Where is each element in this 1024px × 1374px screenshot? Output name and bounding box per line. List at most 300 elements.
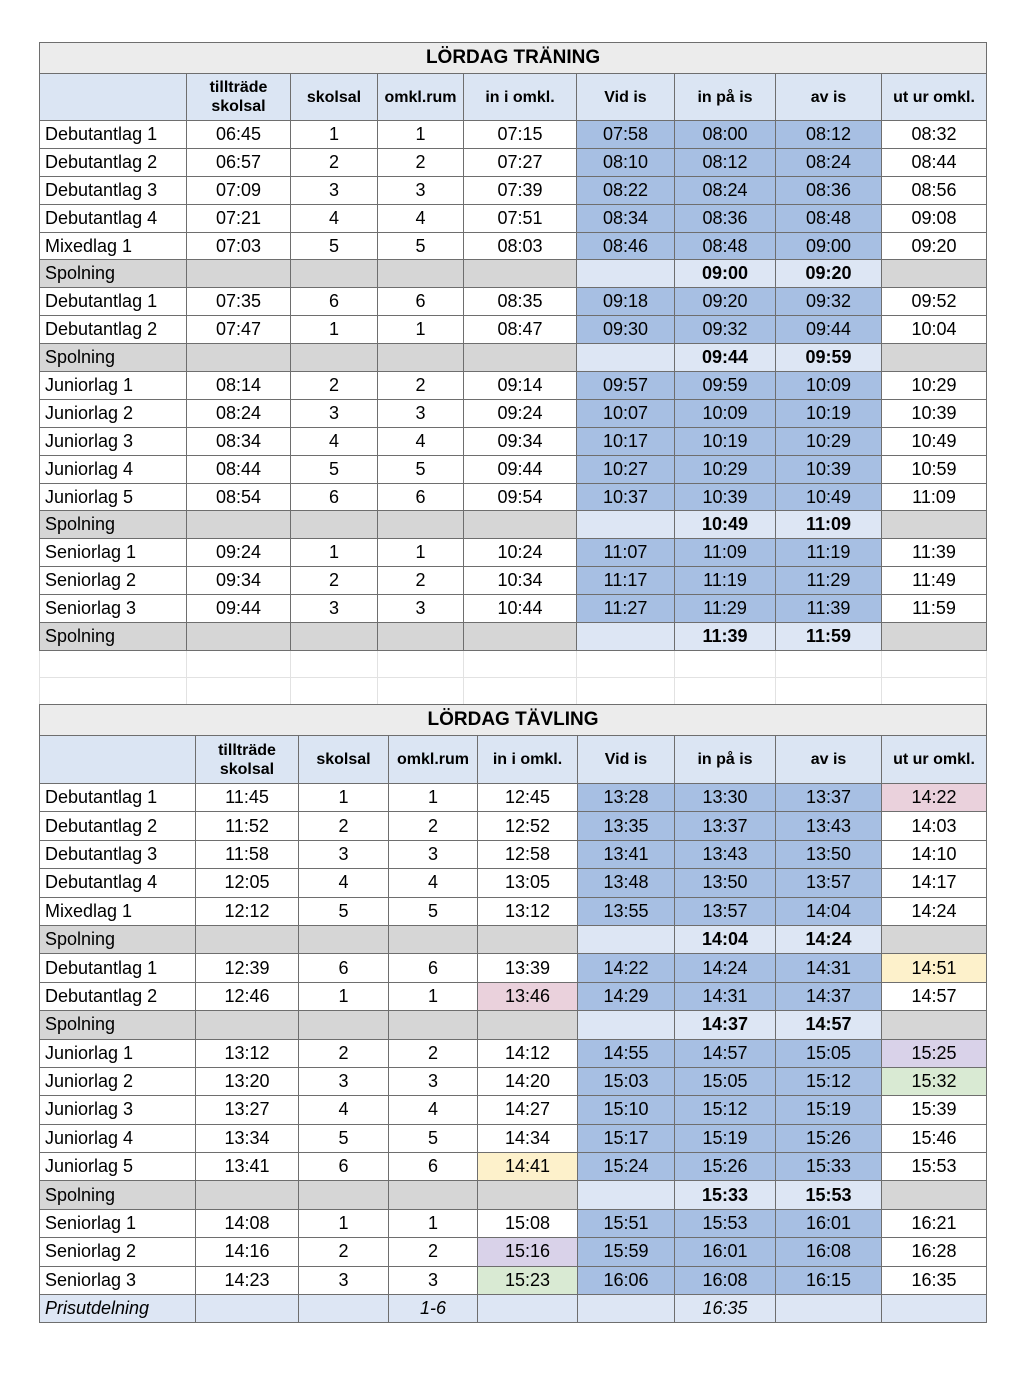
time-cell: 15:08 bbox=[478, 1209, 578, 1237]
time-cell: 11:09 bbox=[776, 511, 882, 539]
time-cell: 14:37 bbox=[675, 1011, 776, 1039]
row-label: Debutantlag 1 bbox=[40, 288, 187, 316]
time-cell: 09:00 bbox=[675, 260, 776, 288]
time-cell bbox=[299, 1181, 389, 1209]
time-cell bbox=[196, 925, 299, 953]
empty-cell bbox=[40, 650, 187, 677]
time-cell: 15:19 bbox=[675, 1124, 776, 1152]
time-cell: 5 bbox=[291, 232, 378, 260]
time-cell: 4 bbox=[378, 427, 464, 455]
time-cell: 10:37 bbox=[577, 483, 675, 511]
time-cell: 08:36 bbox=[776, 176, 882, 204]
row-label: Juniorlag 3 bbox=[40, 427, 187, 455]
row-label: Seniorlag 3 bbox=[40, 1266, 196, 1294]
time-cell: 15:32 bbox=[882, 1067, 987, 1095]
row-label: Debutantlag 4 bbox=[40, 204, 187, 232]
time-cell: 08:12 bbox=[675, 148, 776, 176]
time-cell: 16:01 bbox=[776, 1209, 882, 1237]
time-cell: 10:17 bbox=[577, 427, 675, 455]
flooding-row bbox=[40, 344, 987, 372]
table-title: LÖRDAG TRÄNING bbox=[40, 43, 987, 74]
time-cell: 5 bbox=[299, 897, 389, 925]
row-label: Juniorlag 5 bbox=[40, 1153, 196, 1181]
row-label: Spolning bbox=[40, 511, 187, 539]
time-cell: 6 bbox=[291, 288, 378, 316]
time-cell: 09:14 bbox=[464, 372, 577, 400]
time-cell: 1 bbox=[378, 539, 464, 567]
time-cell: 3 bbox=[389, 1266, 478, 1294]
time-cell: 12:52 bbox=[478, 812, 578, 840]
time-cell: 2 bbox=[378, 148, 464, 176]
column-header bbox=[40, 736, 196, 784]
time-cell: 08:46 bbox=[577, 232, 675, 260]
time-cell: 14:04 bbox=[675, 925, 776, 953]
time-cell: 11:19 bbox=[776, 539, 882, 567]
row-label: Mixedlag 1 bbox=[40, 897, 196, 925]
time-cell: 10:49 bbox=[776, 483, 882, 511]
row-label: Mixedlag 1 bbox=[40, 232, 187, 260]
time-cell bbox=[196, 1011, 299, 1039]
empty-row bbox=[40, 650, 987, 677]
team-row bbox=[40, 1266, 987, 1294]
time-cell: 14:03 bbox=[882, 812, 987, 840]
time-cell: 08:48 bbox=[776, 204, 882, 232]
time-cell: 08:32 bbox=[882, 121, 987, 149]
column-header: in i omkl. bbox=[478, 736, 578, 784]
time-cell: 10:39 bbox=[882, 399, 987, 427]
flooding-row bbox=[40, 511, 987, 539]
time-cell: 11:59 bbox=[882, 595, 987, 623]
time-cell: 12:05 bbox=[196, 869, 299, 897]
time-cell bbox=[378, 623, 464, 651]
time-cell bbox=[378, 344, 464, 372]
time-cell: 09:34 bbox=[187, 567, 291, 595]
flooding-row bbox=[40, 260, 987, 288]
team-row bbox=[40, 1039, 987, 1067]
time-cell: 09:52 bbox=[882, 288, 987, 316]
column-header: skolsal bbox=[291, 74, 378, 121]
time-cell: 14:17 bbox=[882, 869, 987, 897]
time-cell: 5 bbox=[299, 1124, 389, 1152]
time-cell: 6 bbox=[299, 1153, 389, 1181]
time-cell: 13:43 bbox=[675, 840, 776, 868]
time-cell: 12:46 bbox=[196, 982, 299, 1010]
time-cell: 08:14 bbox=[187, 372, 291, 400]
time-cell bbox=[577, 511, 675, 539]
time-cell bbox=[478, 1011, 578, 1039]
time-cell bbox=[389, 1181, 478, 1209]
row-label: Seniorlag 2 bbox=[40, 567, 187, 595]
time-cell bbox=[578, 1011, 675, 1039]
row-label: Juniorlag 5 bbox=[40, 483, 187, 511]
table-header-row bbox=[40, 736, 987, 784]
row-label: Juniorlag 1 bbox=[40, 1039, 196, 1067]
team-row bbox=[40, 539, 987, 567]
time-cell: 15:53 bbox=[675, 1209, 776, 1237]
time-cell: 13:05 bbox=[478, 869, 578, 897]
time-cell: 11:45 bbox=[196, 784, 299, 812]
time-cell: 13:57 bbox=[776, 869, 882, 897]
column-header: skolsal bbox=[299, 736, 389, 784]
time-cell: 07:27 bbox=[464, 148, 577, 176]
table-title-row bbox=[40, 705, 987, 736]
time-cell bbox=[291, 511, 378, 539]
time-cell: 13:28 bbox=[578, 784, 675, 812]
time-cell: 07:09 bbox=[187, 176, 291, 204]
time-cell: 3 bbox=[291, 399, 378, 427]
time-cell: 09:20 bbox=[675, 288, 776, 316]
time-cell: 2 bbox=[291, 567, 378, 595]
time-cell: 3 bbox=[291, 595, 378, 623]
time-cell: 15:05 bbox=[675, 1067, 776, 1095]
team-row bbox=[40, 982, 987, 1010]
time-cell: 2 bbox=[299, 1238, 389, 1266]
time-cell: 14:41 bbox=[478, 1153, 578, 1181]
time-cell: 12:39 bbox=[196, 954, 299, 982]
team-row bbox=[40, 483, 987, 511]
time-cell: 15:39 bbox=[882, 1096, 987, 1124]
time-cell: 08:34 bbox=[187, 427, 291, 455]
time-cell: 5 bbox=[378, 232, 464, 260]
time-cell: 15:24 bbox=[578, 1153, 675, 1181]
column-header bbox=[40, 74, 187, 121]
time-cell: 10:29 bbox=[776, 427, 882, 455]
time-cell: 13:55 bbox=[578, 897, 675, 925]
team-row bbox=[40, 595, 987, 623]
time-cell: 14:24 bbox=[776, 925, 882, 953]
time-cell: 3 bbox=[378, 176, 464, 204]
time-cell: 4 bbox=[291, 427, 378, 455]
time-cell: 08:47 bbox=[464, 316, 577, 344]
time-cell: 09:54 bbox=[464, 483, 577, 511]
time-cell: 10:27 bbox=[577, 455, 675, 483]
empty-cell bbox=[291, 650, 378, 677]
time-cell: 15:12 bbox=[776, 1067, 882, 1095]
time-cell: 09:18 bbox=[577, 288, 675, 316]
time-cell bbox=[578, 925, 675, 953]
time-cell: 06:57 bbox=[187, 148, 291, 176]
time-cell: 15:03 bbox=[578, 1067, 675, 1095]
time-cell: 10:19 bbox=[776, 399, 882, 427]
time-cell: 11:52 bbox=[196, 812, 299, 840]
empty-cell bbox=[378, 677, 464, 704]
time-cell: 13:34 bbox=[196, 1124, 299, 1152]
time-cell: 14:23 bbox=[196, 1266, 299, 1294]
time-cell: 07:39 bbox=[464, 176, 577, 204]
time-cell: 09:24 bbox=[187, 539, 291, 567]
row-label: Juniorlag 2 bbox=[40, 399, 187, 427]
time-cell: 08:44 bbox=[187, 455, 291, 483]
competition-schedule-table bbox=[39, 704, 987, 1323]
flooding-row bbox=[40, 623, 987, 651]
time-cell: 10:59 bbox=[882, 455, 987, 483]
column-header: tillträde skolsal bbox=[187, 74, 291, 121]
row-label: Debutantlag 3 bbox=[40, 176, 187, 204]
row-label: Spolning bbox=[40, 260, 187, 288]
column-header: in i omkl. bbox=[464, 74, 577, 121]
time-cell: 16:15 bbox=[776, 1266, 882, 1294]
time-cell: 09:44 bbox=[187, 595, 291, 623]
time-cell: 09:44 bbox=[776, 316, 882, 344]
time-cell: 6 bbox=[389, 954, 478, 982]
time-cell: 13:46 bbox=[478, 982, 578, 1010]
column-header: av is bbox=[776, 74, 882, 121]
time-cell: 13:35 bbox=[578, 812, 675, 840]
team-row bbox=[40, 812, 987, 840]
column-header: ut ur omkl. bbox=[882, 736, 987, 784]
time-cell: 11:07 bbox=[577, 539, 675, 567]
time-cell: 08:22 bbox=[577, 176, 675, 204]
time-cell: 14:51 bbox=[882, 954, 987, 982]
time-cell bbox=[196, 1295, 299, 1323]
column-header: ut ur omkl. bbox=[882, 74, 987, 121]
empty-cell bbox=[378, 650, 464, 677]
time-cell: 6 bbox=[378, 288, 464, 316]
time-cell: 2 bbox=[378, 372, 464, 400]
time-cell: 13:41 bbox=[578, 840, 675, 868]
column-header: Vid is bbox=[577, 74, 675, 121]
time-cell: 16:08 bbox=[776, 1238, 882, 1266]
time-cell: 10:09 bbox=[776, 372, 882, 400]
time-cell: 14:27 bbox=[478, 1096, 578, 1124]
time-cell: 4 bbox=[378, 204, 464, 232]
time-cell bbox=[464, 260, 577, 288]
time-cell: 5 bbox=[389, 897, 478, 925]
empty-cell bbox=[464, 650, 577, 677]
row-label: Debutantlag 1 bbox=[40, 121, 187, 149]
time-cell: 13:12 bbox=[478, 897, 578, 925]
time-cell bbox=[378, 511, 464, 539]
empty-cell bbox=[776, 677, 882, 704]
time-cell: 08:24 bbox=[187, 399, 291, 427]
time-cell: 10:49 bbox=[675, 511, 776, 539]
time-cell: 12:45 bbox=[478, 784, 578, 812]
team-row bbox=[40, 567, 987, 595]
column-header: in på is bbox=[675, 736, 776, 784]
time-cell: 1 bbox=[389, 982, 478, 1010]
time-cell: 1 bbox=[378, 121, 464, 149]
time-cell: 15:26 bbox=[776, 1124, 882, 1152]
time-cell: 13:48 bbox=[578, 869, 675, 897]
empty-cell bbox=[187, 677, 291, 704]
time-cell: 14:57 bbox=[882, 982, 987, 1010]
row-label: Debutantlag 1 bbox=[40, 954, 196, 982]
team-row bbox=[40, 1209, 987, 1237]
time-cell: 13:27 bbox=[196, 1096, 299, 1124]
time-cell: 13:37 bbox=[776, 784, 882, 812]
time-cell bbox=[478, 1295, 578, 1323]
time-cell: 14:12 bbox=[478, 1039, 578, 1067]
time-cell: 11:39 bbox=[882, 539, 987, 567]
time-cell: 10:34 bbox=[464, 567, 577, 595]
row-label: Debutantlag 2 bbox=[40, 812, 196, 840]
team-row bbox=[40, 288, 987, 316]
time-cell bbox=[578, 1295, 675, 1323]
time-cell: 15:53 bbox=[776, 1181, 882, 1209]
row-label: Juniorlag 2 bbox=[40, 1067, 196, 1095]
team-row bbox=[40, 954, 987, 982]
time-cell: 08:10 bbox=[577, 148, 675, 176]
time-cell: 6 bbox=[389, 1153, 478, 1181]
time-cell: 14:55 bbox=[578, 1039, 675, 1067]
time-cell: 16:28 bbox=[882, 1238, 987, 1266]
time-cell: 2 bbox=[389, 1238, 478, 1266]
time-cell: 15:17 bbox=[578, 1124, 675, 1152]
time-cell bbox=[882, 511, 987, 539]
time-cell: 1 bbox=[389, 1209, 478, 1237]
time-cell bbox=[187, 344, 291, 372]
time-cell: 14:16 bbox=[196, 1238, 299, 1266]
team-row bbox=[40, 316, 987, 344]
team-row bbox=[40, 148, 987, 176]
time-cell: 3 bbox=[299, 1266, 389, 1294]
time-cell: 11:49 bbox=[882, 567, 987, 595]
time-cell: 14:22 bbox=[882, 784, 987, 812]
row-label: Juniorlag 1 bbox=[40, 372, 187, 400]
time-cell bbox=[577, 260, 675, 288]
time-cell: 14:57 bbox=[776, 1011, 882, 1039]
time-cell: 16:01 bbox=[675, 1238, 776, 1266]
time-cell bbox=[882, 344, 987, 372]
time-cell: 13:50 bbox=[776, 840, 882, 868]
time-cell bbox=[478, 1181, 578, 1209]
time-cell: 14:31 bbox=[776, 954, 882, 982]
time-cell: 15:12 bbox=[675, 1096, 776, 1124]
time-cell: 07:03 bbox=[187, 232, 291, 260]
time-cell: 08:03 bbox=[464, 232, 577, 260]
table-title: LÖRDAG TÄVLING bbox=[40, 705, 987, 736]
row-label: Seniorlag 1 bbox=[40, 1209, 196, 1237]
column-header: omkl.rum bbox=[389, 736, 478, 784]
column-header: av is bbox=[776, 736, 882, 784]
time-cell: 2 bbox=[291, 148, 378, 176]
time-cell: 1 bbox=[291, 539, 378, 567]
empty-cell bbox=[675, 650, 776, 677]
time-cell: 1 bbox=[299, 1209, 389, 1237]
time-cell: 10:44 bbox=[464, 595, 577, 623]
time-cell: 10:19 bbox=[675, 427, 776, 455]
row-label: Juniorlag 4 bbox=[40, 455, 187, 483]
team-row bbox=[40, 1067, 987, 1095]
time-cell: 07:47 bbox=[187, 316, 291, 344]
time-cell: 1 bbox=[291, 316, 378, 344]
time-cell: 16:06 bbox=[578, 1266, 675, 1294]
row-label: Debutantlag 2 bbox=[40, 982, 196, 1010]
empty-cell bbox=[882, 677, 987, 704]
time-cell: 15:10 bbox=[578, 1096, 675, 1124]
time-cell: 10:07 bbox=[577, 399, 675, 427]
team-row bbox=[40, 1153, 987, 1181]
column-header: omkl.rum bbox=[378, 74, 464, 121]
time-cell: 10:24 bbox=[464, 539, 577, 567]
time-cell: 14:24 bbox=[882, 897, 987, 925]
column-header: Vid is bbox=[578, 736, 675, 784]
empty-cell bbox=[577, 650, 675, 677]
time-cell: 10:04 bbox=[882, 316, 987, 344]
time-cell: 09:57 bbox=[577, 372, 675, 400]
time-cell: 14:29 bbox=[578, 982, 675, 1010]
time-cell bbox=[291, 344, 378, 372]
time-cell: 07:51 bbox=[464, 204, 577, 232]
time-cell: 15:16 bbox=[478, 1238, 578, 1266]
time-cell: 2 bbox=[291, 372, 378, 400]
time-cell: 09:30 bbox=[577, 316, 675, 344]
empty-row bbox=[40, 677, 987, 704]
time-cell bbox=[478, 925, 578, 953]
flooding-row bbox=[40, 925, 987, 953]
time-cell: 08:35 bbox=[464, 288, 577, 316]
row-label: Seniorlag 2 bbox=[40, 1238, 196, 1266]
time-cell: 6 bbox=[378, 483, 464, 511]
time-cell bbox=[577, 344, 675, 372]
time-cell: 14:31 bbox=[675, 982, 776, 1010]
row-label: Debutantlag 2 bbox=[40, 148, 187, 176]
time-cell: 12:12 bbox=[196, 897, 299, 925]
empty-cell bbox=[291, 677, 378, 704]
empty-cell bbox=[675, 677, 776, 704]
time-cell: 08:24 bbox=[776, 148, 882, 176]
time-cell bbox=[378, 260, 464, 288]
row-label: Spolning bbox=[40, 344, 187, 372]
row-label: Seniorlag 3 bbox=[40, 595, 187, 623]
time-cell bbox=[882, 925, 987, 953]
time-cell: 09:44 bbox=[675, 344, 776, 372]
time-cell bbox=[464, 623, 577, 651]
time-cell: 1 bbox=[299, 784, 389, 812]
row-label: Seniorlag 1 bbox=[40, 539, 187, 567]
time-cell: 11:09 bbox=[675, 539, 776, 567]
time-cell: 14:37 bbox=[776, 982, 882, 1010]
row-label: Debutantlag 4 bbox=[40, 869, 196, 897]
time-cell: 15:05 bbox=[776, 1039, 882, 1067]
time-cell bbox=[882, 1011, 987, 1039]
column-header: in på is bbox=[675, 74, 776, 121]
row-label: Spolning bbox=[40, 1181, 196, 1209]
time-cell: 13:57 bbox=[675, 897, 776, 925]
time-cell: 14:10 bbox=[882, 840, 987, 868]
time-cell: 09:24 bbox=[464, 399, 577, 427]
time-cell bbox=[196, 1181, 299, 1209]
team-row bbox=[40, 121, 987, 149]
time-cell: 11:59 bbox=[776, 623, 882, 651]
row-label: Spolning bbox=[40, 925, 196, 953]
time-cell: 08:56 bbox=[882, 176, 987, 204]
table-header-row bbox=[40, 74, 987, 121]
time-cell: 4 bbox=[299, 1096, 389, 1124]
time-cell: 3 bbox=[299, 840, 389, 868]
time-cell: 09:44 bbox=[464, 455, 577, 483]
row-label: Spolning bbox=[40, 1011, 196, 1039]
time-cell: 1 bbox=[291, 121, 378, 149]
time-cell bbox=[464, 511, 577, 539]
team-row bbox=[40, 204, 987, 232]
time-cell: 1-6 bbox=[389, 1295, 478, 1323]
time-cell: 3 bbox=[378, 595, 464, 623]
time-cell bbox=[291, 260, 378, 288]
time-cell bbox=[882, 260, 987, 288]
time-cell: 10:09 bbox=[675, 399, 776, 427]
time-cell: 11:29 bbox=[776, 567, 882, 595]
time-cell: 3 bbox=[378, 399, 464, 427]
time-cell bbox=[299, 1011, 389, 1039]
time-cell: 11:29 bbox=[675, 595, 776, 623]
time-cell: 09:00 bbox=[776, 232, 882, 260]
time-cell: 06:45 bbox=[187, 121, 291, 149]
time-cell: 11:39 bbox=[776, 595, 882, 623]
time-cell: 15:51 bbox=[578, 1209, 675, 1237]
time-cell: 13:43 bbox=[776, 812, 882, 840]
team-row bbox=[40, 399, 987, 427]
